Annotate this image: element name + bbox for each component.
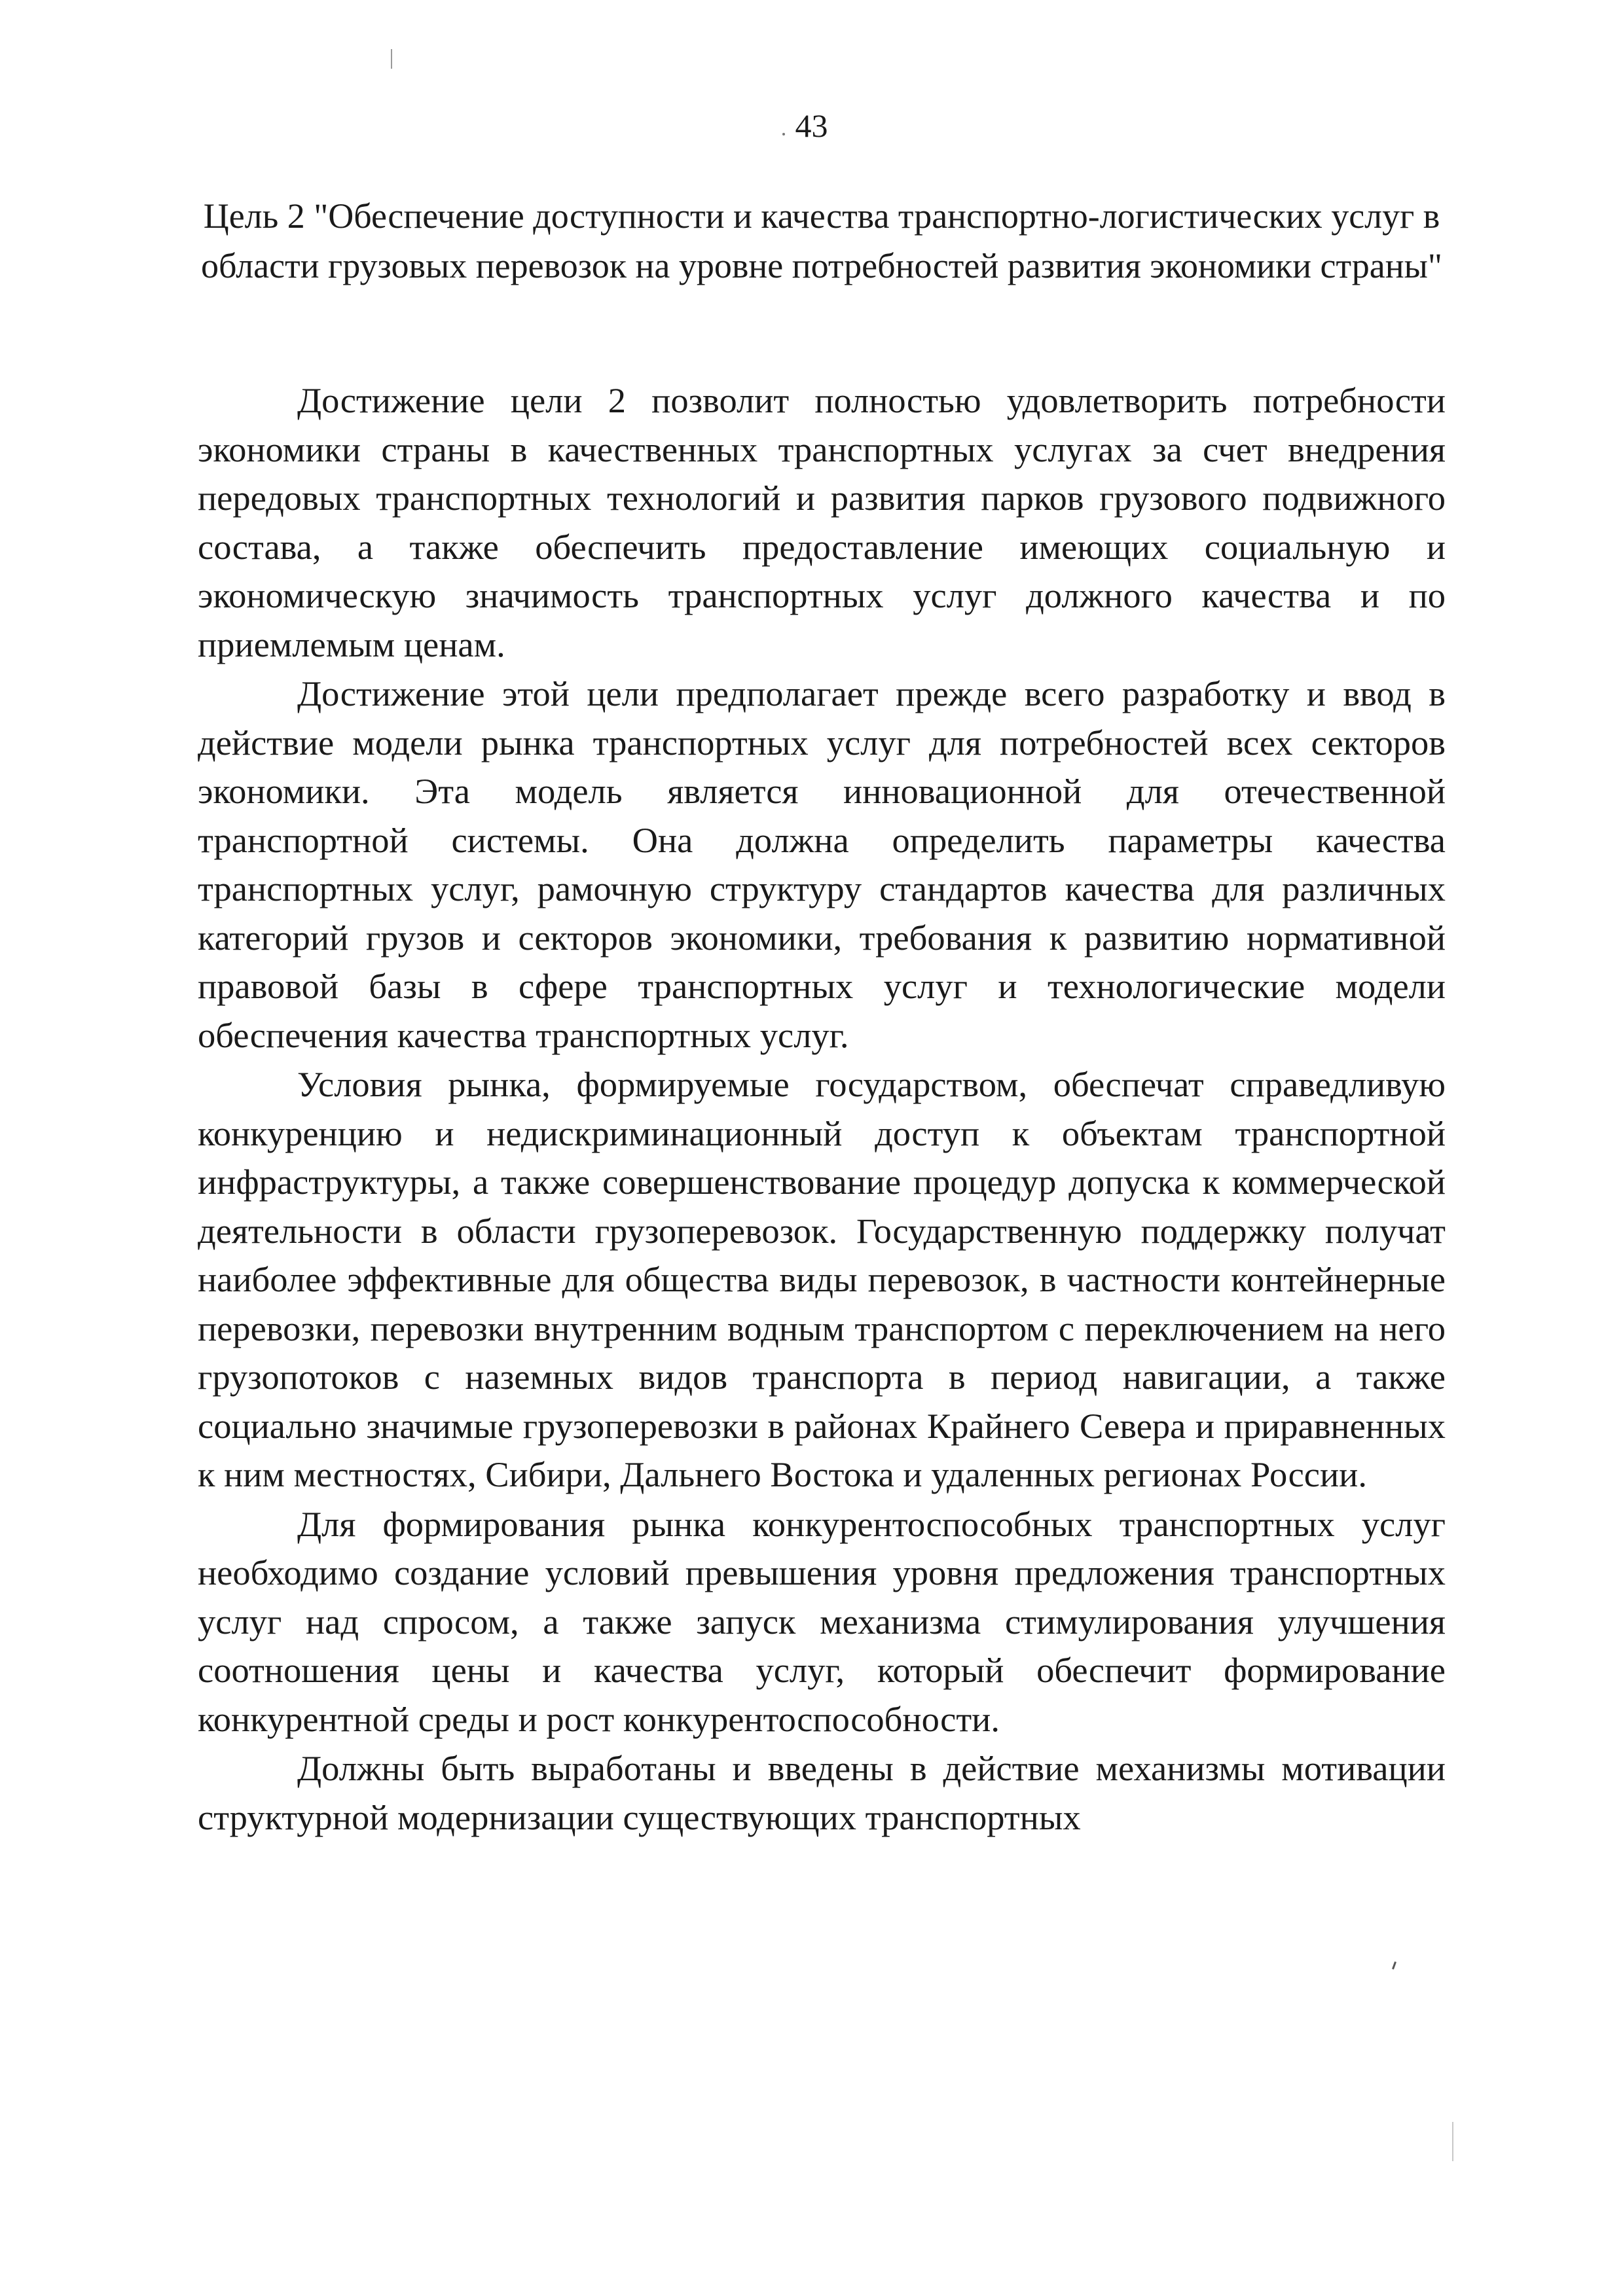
scan-artifact xyxy=(1392,1962,1396,1969)
scan-artifact xyxy=(391,49,392,69)
section-title: Цель 2 "Обеспечение доступности и качества транспортно-логистических услуг в области грузовых перевозок на уровне потребностей развития экономики страны" xyxy=(201,196,1442,285)
paragraph: Достижение этой цели предполагает прежде всего разработку и ввод в действие модели рынка транспортных услуг для потребностей всех секторов экономики. Эта модель является инновационной для отечественной транспортной системы. Она должна определить параметры качества транспортных услуг, рамочную структуру стандартов качества для различных категорий грузов и секторов экономики, требования к развитию нормативной правовой базы в сфере транспортных услуг и технологические модели обеспечения качества транспортных услуг. xyxy=(198,673,1446,1055)
paragraph: Условия рынка, формируемые государством, обеспечат справедливую конкуренцию и недискриминационный доступ к объектам транспортной инфраструктуры, а также совершенствование процедур допуска к коммерческой деятельности в области грузоперевозок. Государственную поддержку получат наиболее эффективные для общества виды перевозок, в частности контейнерные перевозки, перевозки внутренним водным транспортом с переключением на него грузопотоков с наземных видов транспорта в период навигации, а также социально значимые грузоперевозки в районах Крайнего Севера и приравненных к ним местностях, Сибири, Дальнего Востока и удаленных регионах России. xyxy=(198,1064,1446,1494)
body-text xyxy=(198,376,1446,1842)
page-number: 43 xyxy=(795,107,828,144)
paragraph: Должны быть выработаны и введены в действие механизмы мотивации структурной модернизации существующих транспортных xyxy=(198,1748,1446,1837)
paragraph: Для формирования рынка конкурентоспособных транспортных услуг необходимо создание условий превышения уровня предложения транспортных услуг над спросом, а также запуск механизма стимулирования улучшения соотношения цены и качества услуг, который обеспечит формирование конкурентной среды и рост конкурентоспособности. xyxy=(198,1503,1446,1739)
paragraph: Достижение цели 2 позволит полностью удовлетворить потребности экономики страны в качественных транспортных услугах за счет внедрения передовых транспортных технологий и развития парков грузового подвижного состава, а также обеспечить предоставление имеющих социальную и экономическую значимость транспортных услуг должного качества и по приемлемым ценам. xyxy=(198,380,1446,664)
scan-artifact xyxy=(1452,2122,1453,2161)
